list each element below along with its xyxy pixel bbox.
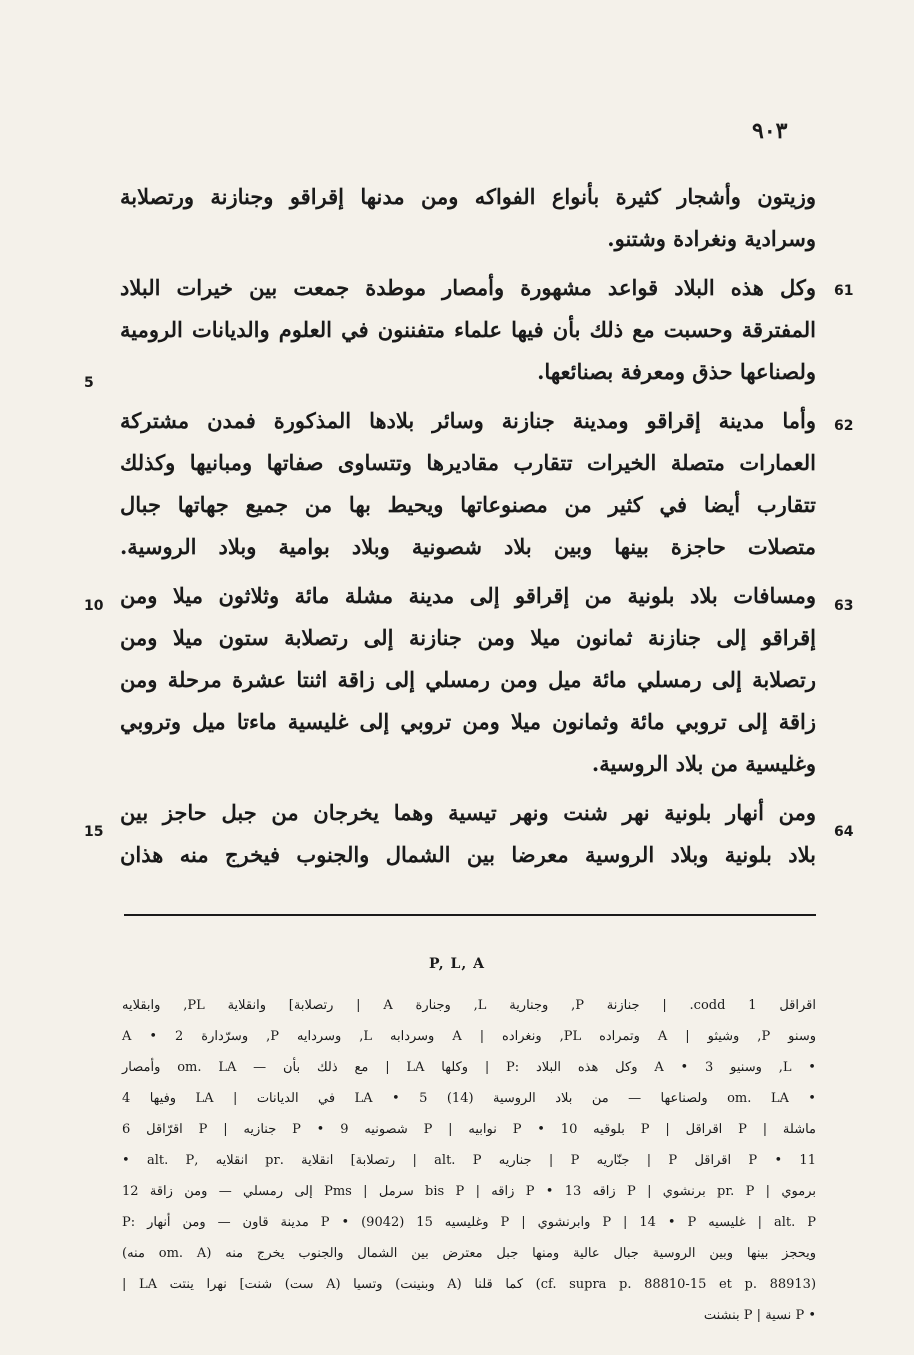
apparatus-line: • P نسية | P بنشنت xyxy=(703,1308,816,1323)
text-line: وغليسية من بلاد الروسية. xyxy=(591,751,816,776)
apparatus-heading: P, L, A xyxy=(429,956,485,972)
paragraph-number: 64 xyxy=(834,824,854,840)
apparatus-line: برموي | pr. P برنشوي | P زاقه 13 • P زاقه | bis P سرمل | Pms إلى رمسلي — ومن زاقة 12 xyxy=(122,1184,816,1199)
apparatus-line: وسنو P, وشيثو | A وتمراده PL, ونغراده | A وسردابه L, وسردايه P, وسرّدارة 2 • A xyxy=(122,1029,816,1044)
footnote-divider xyxy=(124,914,816,916)
apparatus-line: ماشلة | P اقراقل | P بلوقيه 10 • P نوابيه | P شصونيه 9 • P جنازيه | P اقرّاقل 6 xyxy=(122,1122,817,1137)
text-line: العمارات متصلة الخيرات تتقارب مقاديرها وتتساوى صفاتها ومبانيها وكذلك xyxy=(120,450,816,475)
apparatus-line: P • 11 اقراقل P | جنّاريه P | جناريه alt. P | رتصلابة] انقلاية .pr انقلايه ,alt. P • xyxy=(122,1153,816,1168)
apparatus-line: ويحجز بينها وبين الروسية جبال عالية ومنها جبل معترض بين الشمال والجنوب يخرج منه (om. A منه) xyxy=(122,1246,817,1261)
page-number: ٩٠٣ xyxy=(752,118,788,144)
text-line: ومن أنهار بلونية نهر شنت ونهر تيسية وهما يخرجان من جبل حاجز بين xyxy=(120,800,816,825)
line-number: 15 xyxy=(84,824,104,840)
apparatus-line: (cf. supra p. 88810-15 et p. 88913) كما قلنا (A وبنينت) وتسيا (A ست) شنت] نهرا ينتت LA | xyxy=(122,1277,817,1292)
critical-apparatus xyxy=(122,990,816,1331)
text-line: وكل هذه البلاد قواعد مشهورة وأمصار موطدة جمعت بين خيرات البلاد xyxy=(120,275,816,300)
apparatus-line: • L, وسنيو A • 3 وكل هذه البلاد :P | وكلها LA | مع ذلك بأن — om. LA وأمصار xyxy=(122,1060,816,1075)
apparatus-line: • om. LA ولصناعها — من بلاد الروسية (14) 5 • LA في الديانات | LA وفيها 4 xyxy=(122,1091,816,1106)
text-line: المفترقة وحسبت مع ذلك بأن فيها علماء متفننون في العلوم والديانات الرومية xyxy=(120,317,816,342)
text-line: تتقارب أيضا في كثير من مصنوعاتها ويحيط بها من جميع جهاتها جبال xyxy=(120,492,816,517)
line-number: 5 xyxy=(84,375,94,391)
text-line: بلاد بلونية وبلاد الروسية معرضا بين الشمال والجنوب فيخرج منه هذان xyxy=(120,842,816,867)
text-line: رتصلابة إلى رمسلي مائة ميل ومن رمسلي إلى زاقة اثنتا عشرة مرحلة ومن xyxy=(120,667,816,692)
paragraph-number: 63 xyxy=(834,598,854,614)
paragraph-number: 61 xyxy=(834,283,854,299)
text-line: وأما مدينة إقراقو ومدينة جنازنة وسائر بلادها المذكورة فمدن مشتركة xyxy=(120,408,816,433)
line-number: 10 xyxy=(84,598,104,614)
text-line: وزيتون وأشجار كثيرة بأنواع الفواكه ومن مدنها إقراقو وجنازنة ورتصلابة xyxy=(120,184,816,209)
text-line: زاقة إلى تروبي مائة وثمانون ميلا ومن تروبي إلى غليسية ماءتا ميل وتروبي xyxy=(120,709,816,734)
main-text xyxy=(120,176,816,876)
text-line: متصلات حاجزة بينها وبين بلاد شصونية وبلاد بوامية وبلاد الروسية. xyxy=(120,534,816,559)
paragraph-number: 62 xyxy=(834,418,854,434)
text-line: ومسافات بلاد بلونية من إقراقو إلى مدينة مشلة مائة وثلاثون ميلا ومن xyxy=(120,583,816,608)
apparatus-line: alt. P | غليسيه P | 14 • P وابرنشوي | P وغليسيه 15 (9042) • P مدينة قاون — ومن أنهار :P xyxy=(122,1215,816,1230)
text-line: وسرادية ونغرادة وشتنو. xyxy=(607,226,816,251)
text-line: إقراقو إلى جنازنة ثمانون ميلا ومن جنازنة إلى رتصلابة ستون ميلا ومن xyxy=(120,625,816,650)
text-line: ولصناعها حذق ومعرفة بصنائعها. xyxy=(537,359,816,384)
apparatus-line: اقراقل 1 codd. | جنازنة P, وجنارية L, وجنارة A | رتصلابة] وانقلاية PL, وابقلايه xyxy=(122,998,817,1013)
